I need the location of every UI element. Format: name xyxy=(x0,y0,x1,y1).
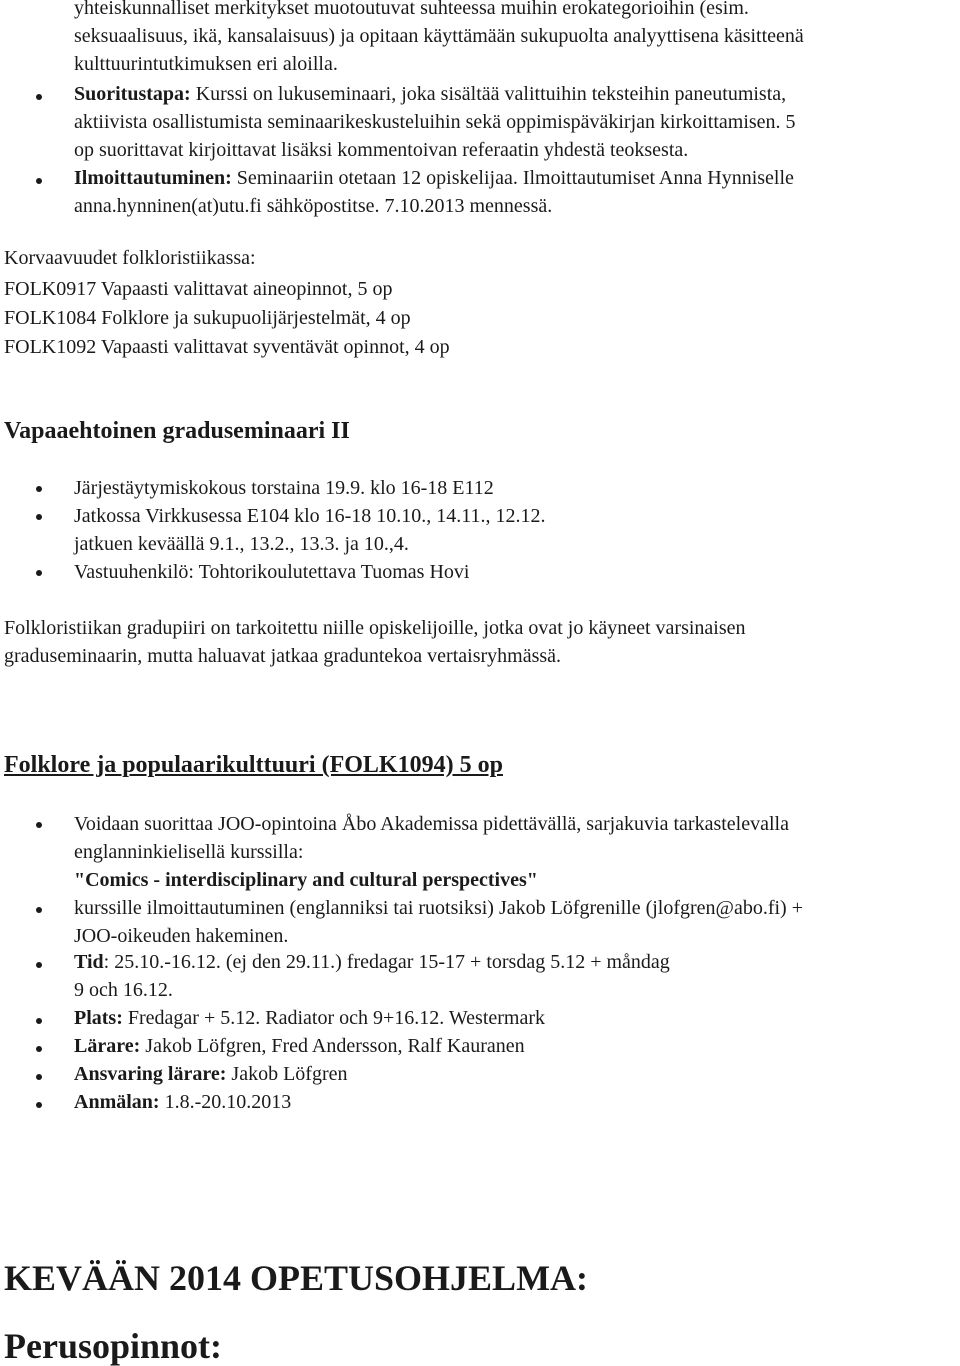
korvaavuudet-title: Korvaavuudet folkloristiikassa: xyxy=(4,247,256,269)
list-item: Vastuuhenkilö: Tohtorikoulutettava Tuomas Hovi xyxy=(74,561,470,583)
text: 1.8.-20.10.2013 xyxy=(159,1091,292,1113)
text: Kurssi on lukuseminaari, joka sisältää valittuihin teksteihin paneutumista, xyxy=(190,83,787,105)
korvaavuus-item: FOLK1084 Folklore ja sukupuolijärjestelmät, 4 op xyxy=(4,307,411,329)
paragraph-line: seksuaalisuus, ikä, kansalaisuus) ja opitaan käyttämään sukupuolta analyyttisena käsitteenä xyxy=(74,25,804,47)
korvaavuus-item: FOLK0917 Vapaasti valittavat aineopinnot, 5 op xyxy=(4,278,393,300)
list-item-line: anna.hynninen(at)utu.fi sähköpostitse. 7.10.2013 mennessä. xyxy=(74,195,553,217)
list-item-plats xyxy=(74,1004,545,1032)
bullet-dot xyxy=(36,1102,42,1108)
list-item-line: englanninkielisellä kurssilla: xyxy=(74,841,304,863)
text: Seminaariin otetaan 12 opiskelijaa. Ilmoittautumiset Anna Hynniselle xyxy=(231,167,794,189)
bullet-dot xyxy=(36,962,42,968)
text: Jakob Löfgren, Fred Andersson, Ralf Kauranen xyxy=(140,1035,525,1057)
list-item: kurssille ilmoittautuminen (englanniksi tai ruotsiksi) Jakob Löfgrenille (jlofgren@abo.fi) + xyxy=(74,897,803,919)
text: Jakob Löfgren xyxy=(226,1063,348,1085)
list-item-ansvaring xyxy=(74,1060,347,1088)
list-item: Voidaan suorittaa JOO-opintoina Åbo Akademissa pidettävällä, sarjakuvia tarkastelevalla xyxy=(74,813,789,835)
paragraph-line: Folkloristiikan gradupiiri on tarkoitettu niille opiskelijoille, jotka ovat jo käyneet varsinaisen xyxy=(4,617,746,639)
list-item-larare xyxy=(74,1032,525,1060)
course-title: "Comics - interdisciplinary and cultural perspectives" xyxy=(74,869,538,891)
section-heading-folklore: Folklore ja populaarikulttuuri (FOLK1094) 5 op xyxy=(4,752,503,778)
label-plats: Plats: xyxy=(74,1007,123,1029)
page-heading-perusopinnot: Perusopinnot: xyxy=(4,1326,223,1366)
bullet-dot xyxy=(36,570,42,576)
section-heading-graduseminaari: Vapaaehtoinen graduseminaari II xyxy=(4,418,350,444)
bullet-dot xyxy=(36,907,42,913)
list-item-ilmoittautuminen xyxy=(74,164,794,192)
paragraph-line: kulttuurintutkimuksen eri aloilla. xyxy=(74,53,338,75)
label-ilmoittautuminen: Ilmoittautuminen: xyxy=(74,167,232,189)
label-anmalan: Anmälan: xyxy=(74,1091,160,1113)
text: : 25.10.-16.12. (ej den 29.11.) fredagar 15-17 + torsdag 5.12 + måndag xyxy=(103,951,670,973)
korvaavuus-item: FOLK1092 Vapaasti valittavat syventävät opinnot, 4 op xyxy=(4,336,450,358)
text: Fredagar + 5.12. Radiator och 9+16.12. Westermark xyxy=(122,1007,546,1029)
label-larare: Lärare: xyxy=(74,1035,141,1057)
paragraph-line: yhteiskunnalliset merkitykset muotoutuvat suhteessa muihin erokategorioihin (esim. xyxy=(74,0,749,19)
list-item-suoritustapa xyxy=(74,80,786,108)
list-item-line: JOO-oikeuden hakeminen. xyxy=(74,925,289,947)
list-item-line: op suorittavat kirjoittavat lisäksi kommentoivan referaatin yhdestä teoksesta. xyxy=(74,139,689,161)
label-suoritustapa: Suoritustapa: xyxy=(74,83,191,105)
list-item-tid xyxy=(74,948,670,976)
bullet-dot xyxy=(36,514,42,520)
list-item-anmalan xyxy=(74,1088,291,1116)
list-item-line: jatkuen keväällä 9.1., 13.2., 13.3. ja 10.,4. xyxy=(74,533,409,555)
bullet-dot xyxy=(36,178,42,184)
list-item-line: aktiivista osallistumista seminaarikeskusteluihin sekä oppimispäväkirjan kirkoittamisen. 5 xyxy=(74,111,796,133)
list-item-line: 9 och 16.12. xyxy=(74,979,173,1001)
list-item: Järjestäytymiskokous torstaina 19.9. klo 16-18 E112 xyxy=(74,477,494,499)
bullet-dot xyxy=(36,1018,42,1024)
bullet-dot xyxy=(36,1074,42,1080)
page-heading-spring-2014: KEVÄÄN 2014 OPETUSOHJELMA: xyxy=(4,1258,589,1298)
bullet-dot xyxy=(36,94,42,100)
bullet-dot xyxy=(36,1046,42,1052)
bullet-dot xyxy=(36,822,42,828)
paragraph-line: graduseminaarin, mutta haluavat jatkaa graduntekoa vertaisryhmässä. xyxy=(4,645,562,667)
bullet-dot xyxy=(36,486,42,492)
label-ansvaring: Ansvaring lärare: xyxy=(74,1063,227,1085)
list-item: Jatkossa Virkkusessa E104 klo 16-18 10.10., 14.11., 12.12. xyxy=(74,505,546,527)
label-tid: Tid xyxy=(74,951,104,973)
